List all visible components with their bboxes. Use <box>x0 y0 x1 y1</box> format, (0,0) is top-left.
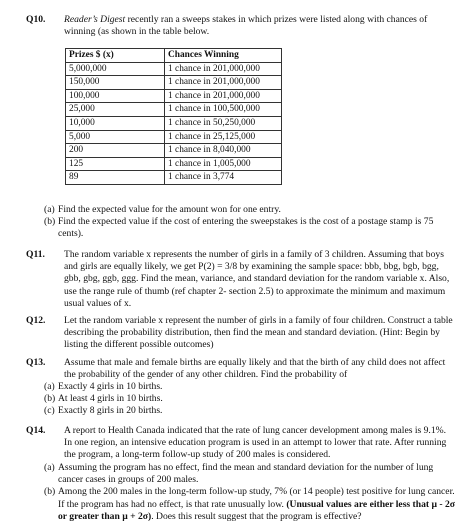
question-text: Assume that male and female births are equally likely and that the birth of any child does not affect the probability of the gender of any other children. Find the probability of <box>64 357 446 381</box>
column-header: Chances Winning <box>165 49 282 63</box>
question-10 <box>26 14 456 38</box>
prize-cell: 150,000 <box>66 76 165 90</box>
chance-cell: 1 chance in 3,774 <box>165 171 282 185</box>
question-text: A report to Health Canada indicated that the rate of lung cancer development among males is 9.1%. In one region, an intensive education program is used in an attempt to lower that rate. After running the program, a long-term follow-up study of 200 males is considered. <box>64 425 447 461</box>
table-header-row <box>66 49 282 63</box>
table-row <box>66 116 282 130</box>
publication-title: Reader’s Digest <box>64 14 126 25</box>
question-13-parts <box>44 381 456 418</box>
prizes-table <box>65 48 282 185</box>
sub-label: (a) <box>44 204 55 215</box>
sub-question-c <box>44 405 456 417</box>
sub-question-a <box>44 381 456 393</box>
table-row <box>66 89 282 103</box>
question-11 <box>26 249 456 310</box>
prize-cell: 89 <box>66 171 165 185</box>
chance-cell: 1 chance in 25,125,000 <box>165 130 282 144</box>
unusual-values-note: (Unusual values are either less that µ - 2σ or greater than µ + 2σ) <box>58 498 456 522</box>
question-text: Let the random variable x represent the number of girls in a family of four children. Construct a table describing the probability distribution, then find the mean and standard deviation. (Hint: Begin by listing the different possible outcomes) <box>64 315 453 351</box>
sub-label: (b) <box>44 216 56 228</box>
prize-cell: 10,000 <box>66 116 165 130</box>
question-number: Q10. <box>26 14 46 25</box>
sub-text: Find the expected value for the amount won for one entry. <box>58 204 281 215</box>
sub-question-b <box>44 216 456 240</box>
sub-question-b <box>44 393 456 405</box>
table-row <box>66 103 282 117</box>
question-10-parts <box>44 204 456 241</box>
sub-text: Exactly 8 girls in 20 births. <box>58 405 163 417</box>
sub-text-tail: . Does this result suggest that the program is effective? <box>151 510 362 522</box>
question-12 <box>26 315 456 352</box>
prize-cell: 100,000 <box>66 89 165 103</box>
table-row <box>66 62 282 76</box>
chance-cell: 1 chance in 8,040,000 <box>165 144 282 158</box>
table-row <box>66 157 282 171</box>
prize-cell: 200 <box>66 144 165 158</box>
question-14-parts <box>44 462 456 523</box>
sub-label: (a) <box>44 381 55 392</box>
question-number: Q14. <box>26 425 46 436</box>
sub-text: At least 4 girls in 10 births. <box>58 393 163 405</box>
sub-question-a <box>44 462 456 486</box>
sub-question-a <box>44 204 456 216</box>
question-14 <box>26 425 456 462</box>
table-row <box>66 144 282 158</box>
sub-text: Find the expected value if the cost of entering the sweepstakes is the cost of a postage stamp is 75 cents). <box>58 216 434 240</box>
question-number: Q11. <box>26 249 45 260</box>
question-number: Q12. <box>26 315 46 326</box>
prize-cell: 5,000 <box>66 130 165 144</box>
table-row <box>66 171 282 185</box>
chance-cell: 1 chance in 50,250,000 <box>165 116 282 130</box>
chance-cell: 1 chance in 201,000,000 <box>165 62 282 76</box>
question-13 <box>26 357 456 381</box>
sub-label: (a) <box>44 462 55 473</box>
chance-cell: 1 chance in 201,000,000 <box>165 76 282 90</box>
sub-label: (b) <box>44 393 56 405</box>
prize-cell: 5,000,000 <box>66 62 165 76</box>
question-number: Q13. <box>26 357 46 368</box>
chance-cell: 1 chance in 1,005,000 <box>165 157 282 171</box>
table-row <box>66 130 282 144</box>
sub-label: (c) <box>44 405 55 417</box>
chance-cell: 1 chance in 201,000,000 <box>165 89 282 103</box>
chance-cell: 1 chance in 100,500,000 <box>165 103 282 117</box>
table-row <box>66 76 282 90</box>
sub-text: Assuming the program has no effect, find the mean and standard deviation for the number of lung cancer cases in groups of 200 males. <box>58 462 434 486</box>
question-text <box>64 14 456 38</box>
question-text: The random variable x represents the number of girls in a family of 3 children. Assuming that boys and girls are equally likely, we get P(2) = 3/8 by examining the sample space: bbb, bbg, bgb, bgg, gbb, gbg, ggb, ggg. Find the mean, variance, and standard deviation for the random variable x. Also, use the range rule of thumb (ref chapter 2- section 2.5) to approximate the minimum and maximum usual values of x. <box>64 249 450 309</box>
prize-cell: 25,000 <box>66 103 165 117</box>
sub-text: Exactly 4 girls in 10 births. <box>58 381 163 392</box>
question-text-body: recently ran a sweeps stakes in which prizes were listed along with chances of winning (as shown in the table below. <box>64 14 428 38</box>
sub-label: (b) <box>44 486 56 498</box>
prize-cell: 125 <box>66 157 165 171</box>
sub-text-body: Among the 200 males in the long-term follow-up study, 7% (or 14 people) test positive for lung cancer. If the program has had no effect, is that rate unusually low. <box>58 486 455 510</box>
column-header: Prizes $ (x) <box>66 49 165 63</box>
